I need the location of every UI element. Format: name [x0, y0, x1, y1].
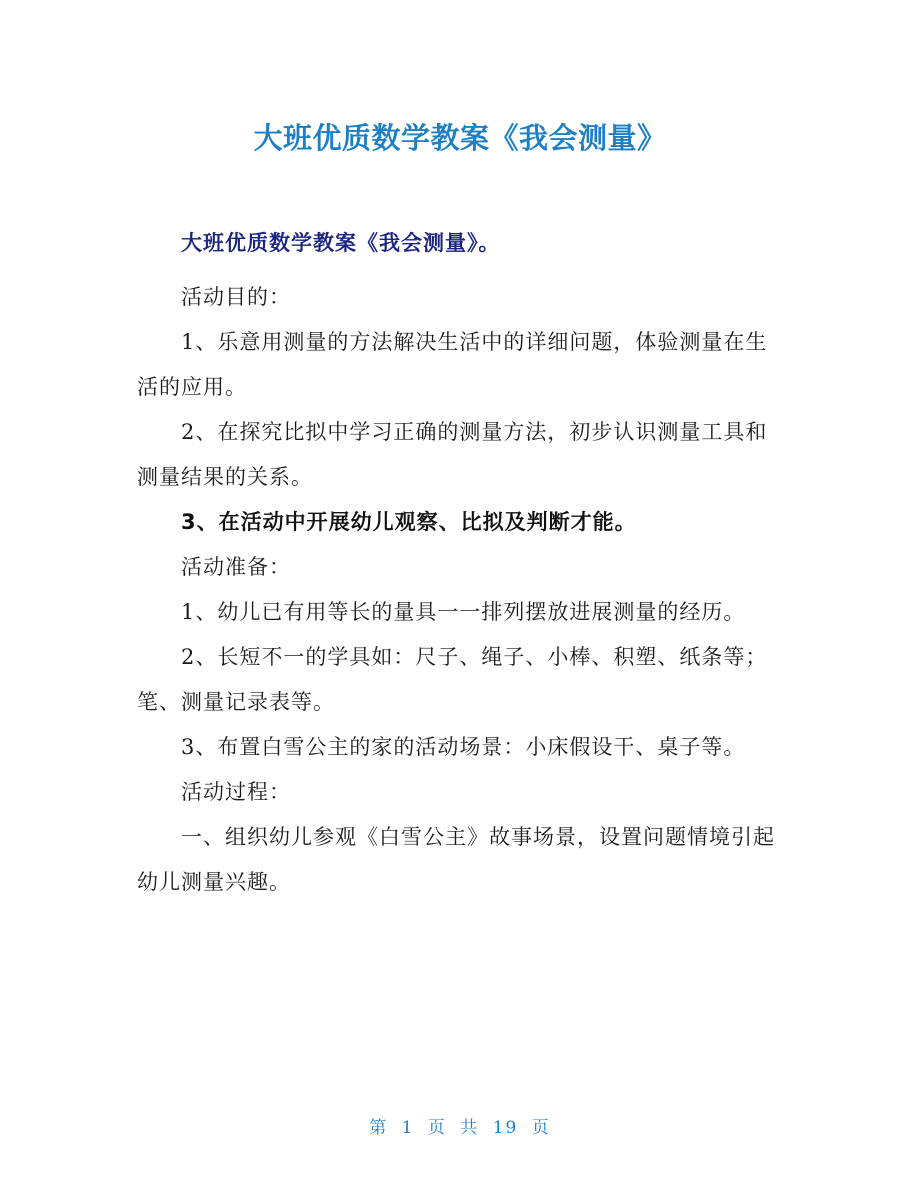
document-title: 大班优质数学教案《我会测量》 [253, 121, 667, 155]
footer-current-page: 1 [401, 1118, 415, 1138]
footer-total-unit: 页 [531, 1118, 551, 1138]
footer-page-label: 第 [369, 1118, 389, 1138]
preparation-item-2: 2、长短不一的学具如：尺子、绳子、小棒、积塑、纸条等；笔、测量记录表等。 [137, 645, 768, 714]
preparation-item-1: 1、幼儿已有用等长的量具一一排列摆放进展测量的经历。 [181, 600, 746, 624]
section-heading-objectives: 活动目的： [181, 285, 291, 309]
footer-page-unit: 页 [427, 1118, 447, 1138]
footer-total-label: 共 [460, 1118, 480, 1138]
footer-total-pages: 19 [492, 1118, 519, 1138]
objective-item-3: 3、在活动中开展幼儿观察、比拟及判断才能。 [181, 510, 637, 534]
process-item-1: 一、组织幼儿参观《白雪公主》故事场景，设置问题情境引起幼儿测量兴趣。 [137, 825, 775, 894]
objective-item-1: 1、乐意用测量的方法解决生活中的详细问题，体验测量在生活的应用。 [137, 330, 768, 399]
preparation-item-3: 3、布置白雪公主的家的活动场景：小床假设干、桌子等。 [181, 735, 746, 759]
section-heading-process: 活动过程： [181, 780, 291, 804]
document-body [137, 221, 785, 905]
section-heading-preparation: 活动准备： [181, 555, 291, 579]
document-subtitle: 大班优质数学教案《我会测量》。 [181, 231, 501, 255]
page-footer [0, 1113, 920, 1138]
objective-item-2: 2、在探究比拟中学习正确的测量方法，初步认识测量工具和测量结果的关系。 [137, 420, 768, 489]
